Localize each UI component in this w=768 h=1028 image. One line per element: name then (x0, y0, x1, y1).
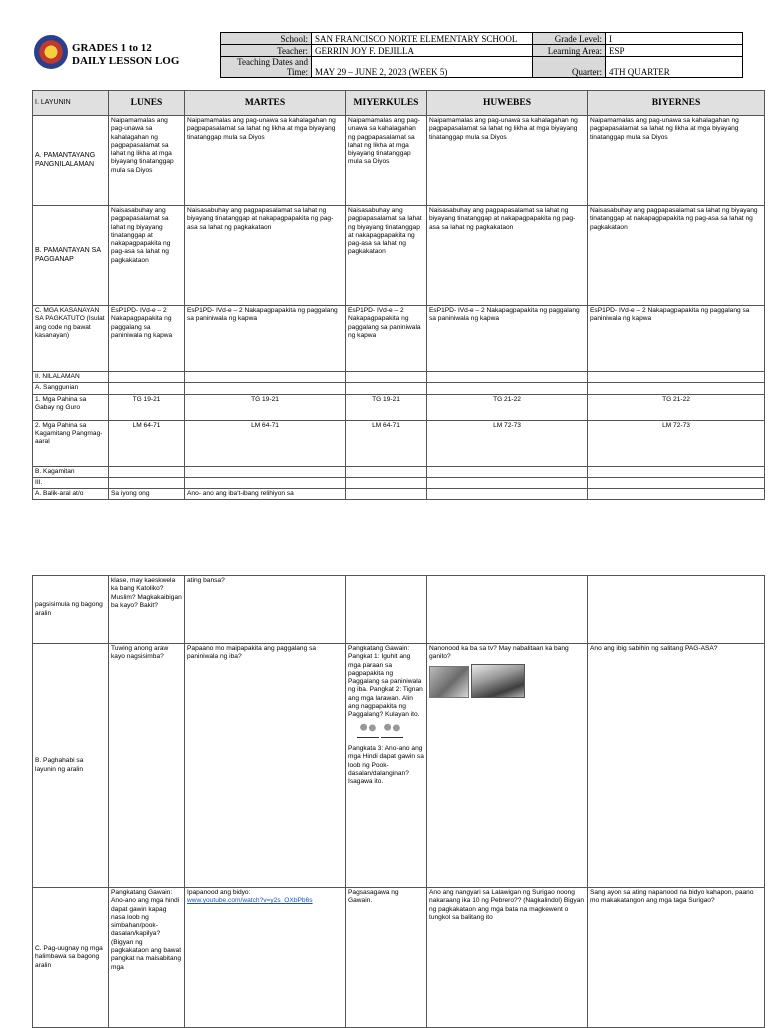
row-label: II. NILALAMAN (33, 372, 109, 383)
table-row (33, 420, 765, 466)
school-label: School: (221, 33, 312, 45)
table-row (33, 306, 765, 372)
kneeling-figures-image (356, 723, 424, 741)
page-gap (0, 545, 768, 575)
row-label: A. Sanggunian (33, 383, 109, 394)
table-cell (109, 372, 185, 383)
table-cell (588, 372, 765, 383)
teacher-label: Teacher: (221, 45, 312, 57)
table-row (33, 372, 765, 383)
figure-icon (381, 723, 403, 738)
earthquake-photo-2 (471, 664, 525, 698)
table-row (33, 477, 765, 488)
table-cell: Ano ang ibig sabihin ng salitang PAG-ASA? (588, 644, 765, 888)
dates-value: MAY 29 – JUNE 2, 2023 (WEEK 5) (312, 57, 533, 78)
table-cell: EsP1PD- IVd-e – 2 Nakapagpapakita ng paggalang sa paniniwala ng kapwa (346, 306, 427, 372)
day-header-row (33, 91, 765, 116)
lesson-log-page-2 (0, 575, 768, 1024)
table-cell (588, 489, 765, 500)
title-line-2: DAILY LESSON LOG (72, 55, 180, 67)
table-cell: TG 21-22 (427, 394, 588, 420)
table-cell: Sang ayon sa ating napanood na bidyo kahapon, paano mo makakatangon ang mga taga Surigao? (588, 888, 765, 1028)
table-cell (109, 383, 185, 394)
title-line-1: GRADES 1 to 12 (72, 42, 152, 54)
table-cell: Pagsasagawa ng Gawain. (346, 888, 427, 1028)
school-value: SAN FRANCISCO NORTE ELEMENTARY SCHOOL (312, 33, 533, 45)
table-cell: Ano ang nangyari sa Lalawigan ng Surigao noong nakaraang ika 10 ng Pebrero?? (Nagkalindol) Bigyan ng pagkakataon ang mga bata na magkewent o tungkol sa balitang ito (427, 888, 588, 1028)
lesson-log-header (32, 32, 764, 78)
table-cell (427, 383, 588, 394)
table-cell: Naisasabuhay ang pagpapasalamat sa lahat ng biyayang tinatanggap at nakapagpapakita ng pag-asa sa lahat ng pagkakataon (109, 206, 185, 306)
figure-icon (357, 723, 379, 738)
table-cell: TG 19-21 (185, 394, 346, 420)
lesson-table-page-2 (32, 575, 765, 1028)
day-header-mon: LUNES (109, 91, 185, 116)
table-cell (427, 372, 588, 383)
earthquake-photo-1 (429, 666, 469, 698)
table-row (33, 383, 765, 394)
row-label: pagsisimula ng bagong aralin (33, 576, 109, 644)
news-question: Nanonood ka ba sa tv? May nabalitaan ka bang ganito? (429, 645, 569, 661)
deped-seal-icon (34, 35, 68, 69)
table-cell: LM 64-71 (109, 420, 185, 466)
table-cell (346, 466, 427, 477)
table-cell (109, 477, 185, 488)
table-cell: LM 64-71 (185, 420, 346, 466)
table-cell (346, 576, 427, 644)
table-cell: EsP1PD- IVd-e – 2 Nakapagpapakita ng paggalang sa paniniwala ng kapwa (588, 306, 765, 372)
table-cell: EsP1PD- IVd-e – 2 Nakapagpapakita ng paggalang sa paniniwala ng kapwa (109, 306, 185, 372)
row-label: B. PAMANTAYAN SA PAGGANAP (33, 206, 109, 306)
row-label: A. Balik-aral at/o (33, 489, 109, 500)
table-cell (109, 466, 185, 477)
table-cell: klase, may kaeskwela ka bang Katoliko? Muslim? Magkakaibigan ba kayo? Bakit? (109, 576, 185, 644)
video-instruction: Ipapanood ang bidyo: (187, 889, 251, 896)
table-cell (427, 489, 588, 500)
table-cell: Naisasabuhay ang pagpapasalamat sa lahat ng biyayang tinatanggap at nakapagpapakita ng pag-asa sa lahat ng pagkakataon (588, 206, 765, 306)
table-row (33, 888, 765, 1028)
day-header-tue: MARTES (185, 91, 346, 116)
table-cell: LM 72-73 (588, 420, 765, 466)
table-cell (427, 644, 588, 888)
table-cell (588, 477, 765, 488)
row-label: 2. Mga Pahina sa Kagamitang Pangmag-aaral (33, 420, 109, 466)
layunin-header: I. LAYUNIN (33, 91, 109, 116)
lesson-table-page-1 (32, 90, 765, 500)
table-cell: TG 19-21 (109, 394, 185, 420)
table-cell (427, 477, 588, 488)
table-cell (346, 644, 427, 888)
table-cell: Tuwing anong araw kayo nagsisimba? (109, 644, 185, 888)
table-row (33, 576, 765, 644)
table-cell: Ano- ano ang iba't-ibang relihiyon sa (185, 489, 346, 500)
table-cell: ating bansa? (185, 576, 346, 644)
grade-label: Grade Level: (533, 33, 606, 45)
table-cell: Naipamamalas ang pag-unawa sa kahalagahan ng pagpapasalamat sa lahat ng likha at mga biyayang tinatanggap mula sa Diyos (109, 116, 185, 206)
dates-label-line-1: Teaching Dates and (237, 57, 308, 67)
row-label: C. Pag-uugnay ng mga halimbawa sa bagong aralin (33, 888, 109, 1028)
table-cell: Naisasabuhay ang pagpapasalamat sa lahat ng biyayang tinatanggap at nakapagpapakita ng pag-asa sa lahat ng pagkakataon (346, 206, 427, 306)
info-table (220, 32, 743, 78)
table-cell: Naipamamalas ang pag-unawa sa kahalagahan ng pagpapasalamat sa lahat ng likha at mga biyayang tinatanggap mula sa Diyos (427, 116, 588, 206)
row-label: 1. Mga Pahina sa Gabay ng Guro (33, 394, 109, 420)
table-cell: Naipamamalas ang pag-unawa sa kahalagahan ng pagpapasalamat sa lahat ng likha at mga biyayang tinatanggap mula sa Diyos (185, 116, 346, 206)
table-cell (427, 466, 588, 477)
teacher-value: GERRIN JOY F. DEJILLA (312, 45, 533, 57)
table-cell: EsP1PD- IVd-e – 2 Nakapagpapakita ng paggalang sa paniniwala ng kapwa (427, 306, 588, 372)
table-cell (588, 383, 765, 394)
table-cell: Papaano mo maipapakita ang paggalang sa paniniwala ng iba? (185, 644, 346, 888)
table-cell: Naisasabuhay ang pagpapasalamat sa lahat ng biyayang tinatanggap at nakapagpapakita ng pag-asa sa lahat ng pagkakataon (427, 206, 588, 306)
table-row (33, 206, 765, 306)
quarter-label: Quarter: (533, 57, 606, 78)
grade-value: I (606, 33, 743, 45)
youtube-video-link[interactable]: www.youtube.com/watch?v=y2s_OXbPb6s (187, 897, 313, 905)
dates-label (221, 57, 312, 78)
table-row (33, 116, 765, 206)
table-cell (346, 372, 427, 383)
table-cell (185, 383, 346, 394)
table-row (33, 489, 765, 500)
row-label: III. (33, 477, 109, 488)
table-row (33, 466, 765, 477)
table-cell (185, 477, 346, 488)
area-value: ESP (606, 45, 743, 57)
area-label: Learning Area: (533, 45, 606, 57)
table-cell: Naipamamalas ang pag-unawa sa kahalagahan ng pagpapasalamat sa lahat ng likha at mga biyayang tinatanggap mula sa Diyos (346, 116, 427, 206)
table-cell (185, 372, 346, 383)
table-cell: TG 19-21 (346, 394, 427, 420)
table-row (33, 644, 765, 888)
table-cell: Sa iyong ong (109, 489, 185, 500)
group-3-text: Pangkata 3: Ano-ano ang mga Hindi dapat gawin sa loob ng Pook-dasalan/dalanginan? Isagawa ito. (348, 744, 424, 786)
table-cell: TG 21-22 (588, 394, 765, 420)
table-cell (588, 576, 765, 644)
table-row (33, 394, 765, 420)
table-cell (185, 466, 346, 477)
table-cell: Pangkatang Gawain: Ano-ano ang mga hindi dapat gawin kapag nasa loob ng simbahan/pook-dasalan/kapilya? (Bigyan ng pagkakataon ang bawat pangkat na maisabitang mga (109, 888, 185, 1028)
table-cell: LM 64-71 (346, 420, 427, 466)
group-activity-text: Pangkatang Gawain: Pangkat 1: Iguhit ang mga paraan sa pagpapakita ng Paggalang sa paniniwala ng iba. Pangkat 2: Tignan ang mga larawan. Alin ang nagpapakita ng Paggalang? Kulayan ito. (348, 645, 423, 719)
row-label: B. Paghahabi sa layunin ng aralin (33, 644, 109, 888)
day-header-wed: MIYERKULES (346, 91, 427, 116)
table-cell: Naisasabuhay ang pagpapasalamat sa lahat ng biyayang tinatanggap at nakapagpapakita ng pag-asa sa lahat ng pagkakataon (185, 206, 346, 306)
table-cell (588, 466, 765, 477)
day-header-fri: BIYERNES (588, 91, 765, 116)
row-label: A. PAMANTAYANG PANGNILALAMAN (33, 116, 109, 206)
table-cell (427, 576, 588, 644)
day-header-thu: HUWEBES (427, 91, 588, 116)
quarter-value: 4TH QUARTER (606, 57, 743, 78)
document-title (72, 42, 179, 68)
table-cell (346, 489, 427, 500)
table-cell: Naipamamalas ang pag-unawa sa kahalagahan ng pagpapasalamat sa lahat ng likha at mga biyayang tinatanggap mula sa Diyos (588, 116, 765, 206)
table-cell (185, 888, 346, 1028)
table-cell (346, 383, 427, 394)
row-label: C. MGA KASANAYAN SA PAGKATUTO (Isulat ang code ng bawat kasanayan) (33, 306, 109, 372)
row-label: B. Kagamitan (33, 466, 109, 477)
table-cell (346, 477, 427, 488)
table-cell: EsP1PD- IVd-e – 2 Nakapagpapakita ng paggalang sa paniniwala ng kapwa (185, 306, 346, 372)
dates-label-line-2: Time: (286, 67, 308, 77)
table-cell: LM 72-73 (427, 420, 588, 466)
